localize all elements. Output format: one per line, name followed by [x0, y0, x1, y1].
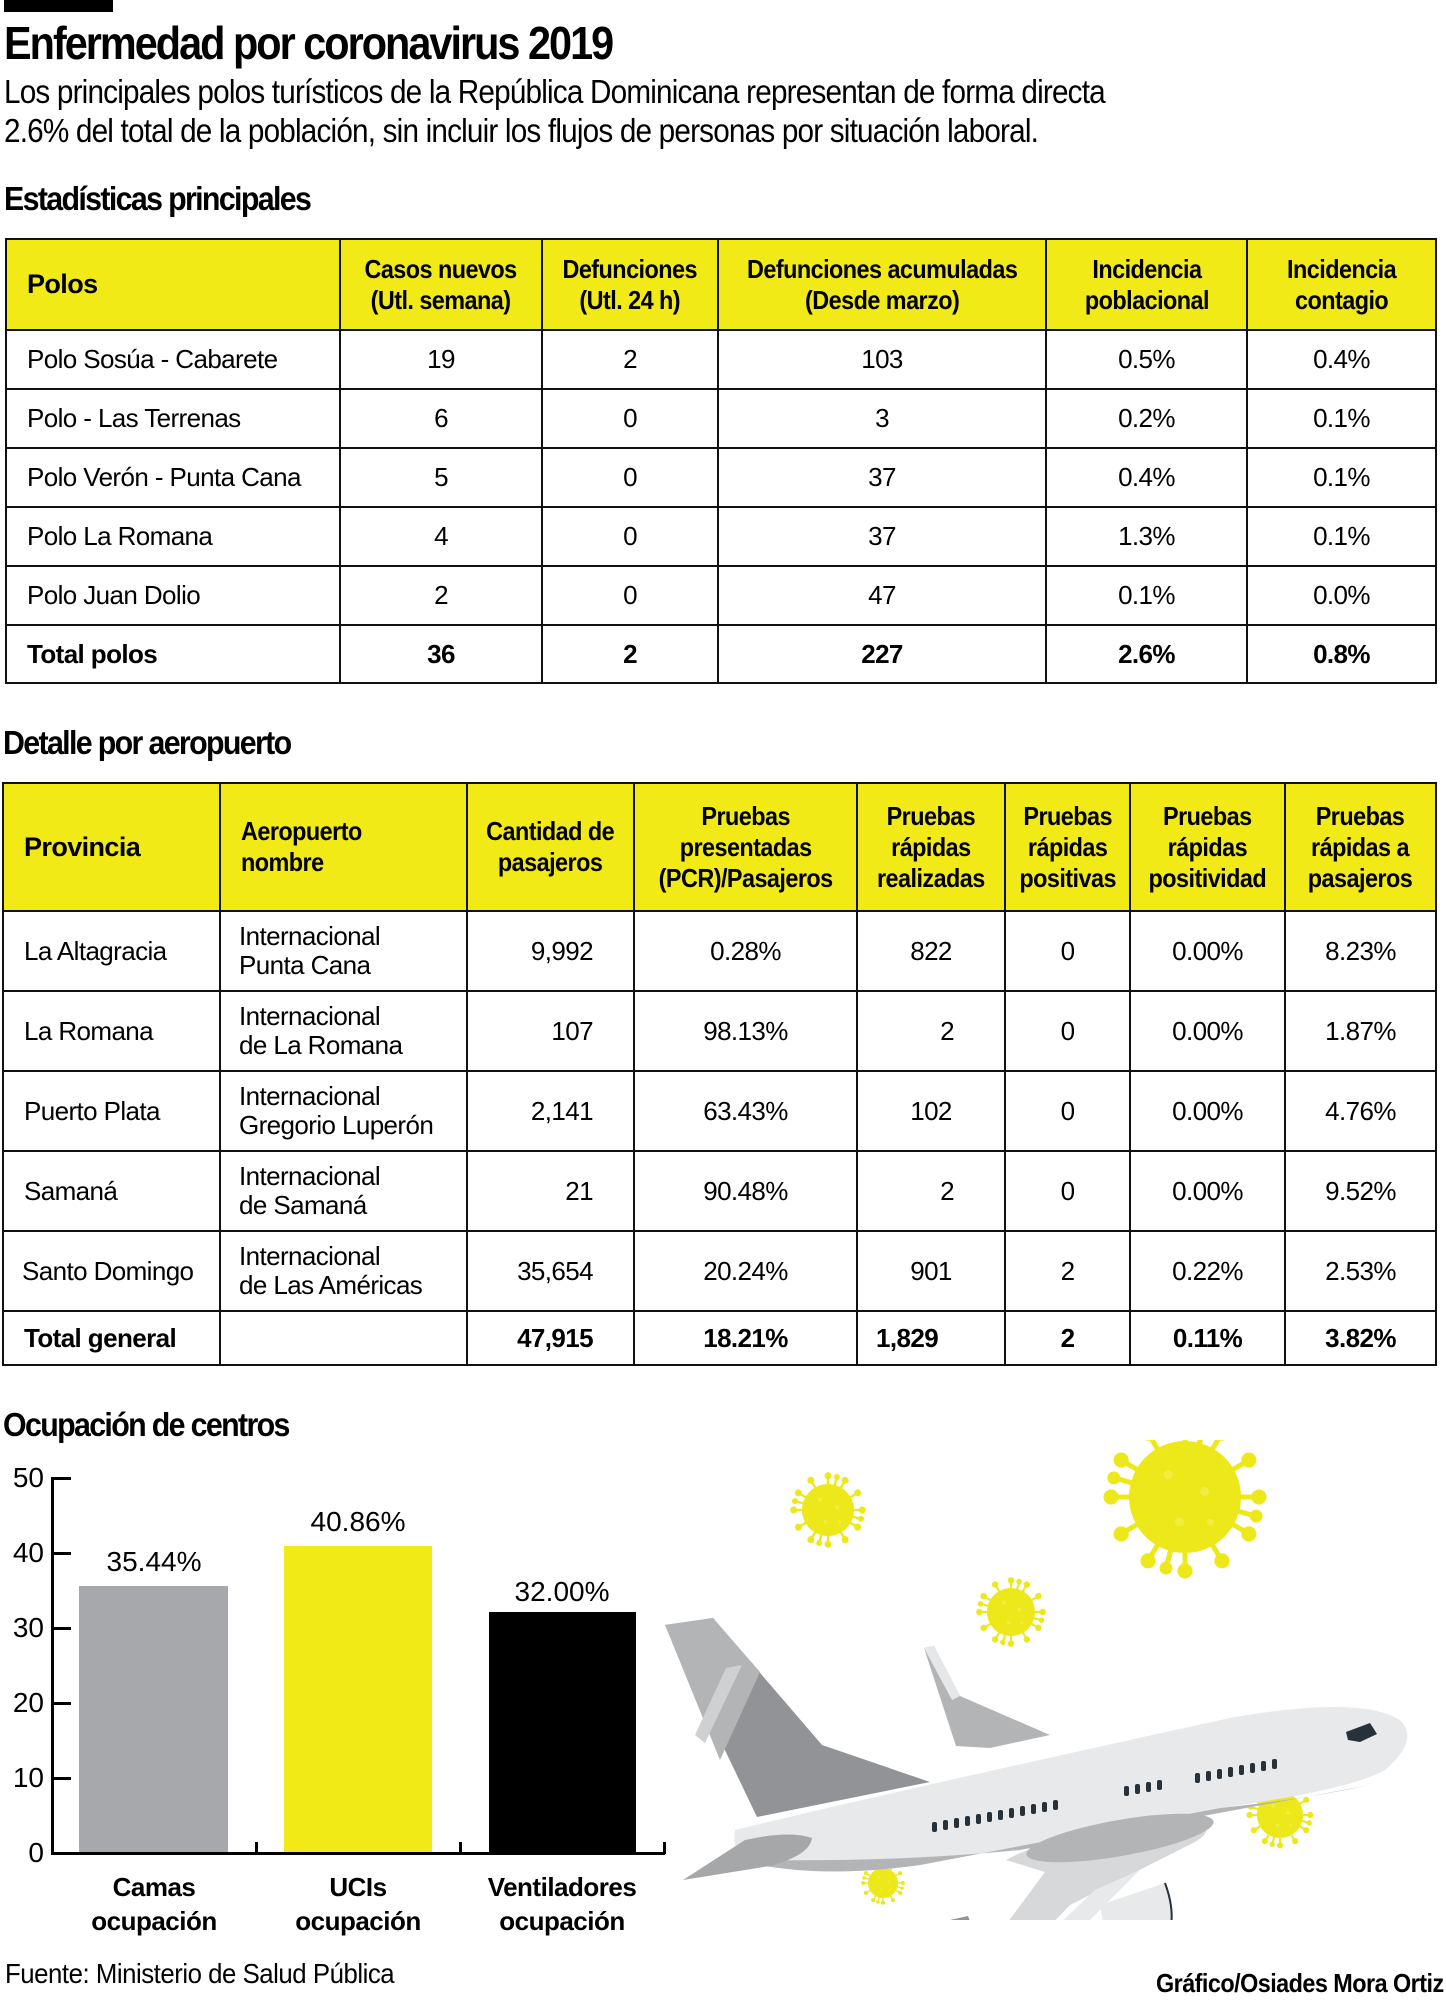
table-row — [3, 911, 1436, 991]
cell-positividad: 0.00% — [1130, 1151, 1285, 1231]
y-tick-label: 0 — [28, 1837, 44, 1868]
category-label-ventiladores: Ventiladores ocupación — [487, 1872, 637, 1936]
page-subtitle — [4, 72, 1327, 150]
col-header-a-pasajeros: Pruebas rápidas a pasajeros — [1285, 783, 1436, 911]
cell-total-positividad: 0.11% — [1130, 1311, 1285, 1365]
section-heading-stats: Estadísticas principales — [4, 180, 311, 217]
cell-polo: Polo Verón - Punta Cana — [6, 448, 340, 507]
cell-total-label: Total general — [3, 1311, 220, 1365]
cell-defunciones: 2 — [542, 330, 718, 389]
cell-total-incidencia-poblacional: 2.6% — [1046, 625, 1247, 683]
y-axis — [51, 1478, 54, 1854]
table-row — [6, 448, 1436, 507]
cell-defunciones-acumuladas: 37 — [718, 448, 1046, 507]
y-tick-label: 10 — [12, 1762, 44, 1793]
airports-table-header — [3, 783, 1436, 911]
cell-incidencia-poblacional: 0.5% — [1046, 330, 1247, 389]
cell-provincia: Samaná — [3, 1151, 220, 1231]
cell-positivas: 0 — [1005, 1071, 1130, 1151]
cell-total-defunciones-acumuladas: 227 — [718, 625, 1046, 683]
col-header-pcr: Pruebas presentadas (PCR)/Pasajeros — [634, 783, 857, 911]
table-row — [6, 566, 1436, 625]
cell-total-aeropuerto — [220, 1311, 467, 1365]
airplane-virus-illustration — [650, 1440, 1446, 1920]
cell-casos-nuevos: 19 — [340, 330, 542, 389]
cell-positivas: 0 — [1005, 991, 1130, 1071]
occupancy-bar-chart — [0, 1440, 700, 1936]
page-title: Enfermedad por coronavirus 2019 — [4, 17, 613, 69]
cell-incidencia-contagio: 0.4% — [1247, 330, 1436, 389]
cell-provincia: Puerto Plata — [3, 1071, 220, 1151]
y-tick — [51, 1627, 71, 1630]
stats-table — [5, 238, 1437, 684]
cell-total-incidencia-contagio: 0.8% — [1247, 625, 1436, 683]
cell-realizadas: 102 — [857, 1071, 1005, 1151]
y-tick-label: 50 — [12, 1462, 44, 1493]
category-label-camas: Camas ocupación — [91, 1872, 217, 1936]
cell-casos-nuevos: 4 — [340, 507, 542, 566]
y-tick-label: 40 — [12, 1537, 44, 1568]
cell-a-pasajeros: 1.87% — [1285, 991, 1436, 1071]
col-header-incidencia-poblacional: Incidencia poblacional — [1046, 239, 1247, 330]
col-header-positividad: Pruebas rápidas positividad — [1130, 783, 1285, 911]
y-tick — [51, 1777, 71, 1780]
cell-positivas: 2 — [1005, 1231, 1130, 1311]
cell-incidencia-contagio: 0.1% — [1247, 389, 1436, 448]
cell-pcr: 63.43% — [634, 1071, 857, 1151]
cell-a-pasajeros: 4.76% — [1285, 1071, 1436, 1151]
cell-positividad: 0.00% — [1130, 911, 1285, 991]
y-tick-label: 20 — [12, 1687, 44, 1718]
cell-total-defunciones: 2 — [542, 625, 718, 683]
source-note: Fuente: Ministerio de Salud Pública — [5, 1958, 395, 1989]
cell-aeropuerto: Internacional de Las Américas — [220, 1231, 467, 1311]
cell-pcr: 98.13% — [634, 991, 857, 1071]
cell-casos-nuevos: 5 — [340, 448, 542, 507]
col-header-aeropuerto: Aeropuerto nombre — [220, 783, 467, 911]
cell-provincia: Santo Domingo — [3, 1231, 220, 1311]
cell-incidencia-poblacional: 0.2% — [1046, 389, 1247, 448]
table-row — [3, 1231, 1436, 1311]
col-header-pasajeros: Cantidad de pasajeros — [467, 783, 634, 911]
cell-aeropuerto: Internacional de La Romana — [220, 991, 467, 1071]
cell-provincia: La Altagracia — [3, 911, 220, 991]
table-total-row — [6, 625, 1436, 683]
table-row — [6, 330, 1436, 389]
col-header-realizadas: Pruebas rápidas realizadas — [857, 783, 1005, 911]
cell-positivas: 0 — [1005, 911, 1130, 991]
x-tick — [255, 1842, 258, 1854]
cell-pasajeros: 107 — [467, 991, 634, 1071]
cell-pasajeros: 2,141 — [467, 1071, 634, 1151]
bar-ucis — [284, 1546, 432, 1852]
cell-a-pasajeros: 8.23% — [1285, 911, 1436, 991]
cell-incidencia-contagio: 0.1% — [1247, 448, 1436, 507]
y-tick — [51, 1477, 71, 1480]
cell-defunciones-acumuladas: 37 — [718, 507, 1046, 566]
cell-defunciones-acumuladas: 47 — [718, 566, 1046, 625]
cell-total-pasajeros: 47,915 — [467, 1311, 634, 1365]
cell-aeropuerto: Internacional Gregorio Luperón — [220, 1071, 467, 1151]
cell-casos-nuevos: 2 — [340, 566, 542, 625]
cell-realizadas: 822 — [857, 911, 1005, 991]
table-row — [6, 389, 1436, 448]
cell-pcr: 0.28% — [634, 911, 857, 991]
cell-incidencia-contagio: 0.0% — [1247, 566, 1436, 625]
airplane-icon — [665, 1618, 1407, 1920]
cell-incidencia-poblacional: 0.4% — [1046, 448, 1247, 507]
airports-table — [2, 782, 1437, 1366]
cell-aeropuerto: Internacional Punta Cana — [220, 911, 467, 991]
cell-realizadas: 901 — [857, 1231, 1005, 1311]
y-tick — [51, 1702, 71, 1705]
stats-table-header — [6, 239, 1436, 330]
cell-casos-nuevos: 6 — [340, 389, 542, 448]
header-accent-bar — [4, 0, 113, 12]
table-row — [6, 507, 1436, 566]
cell-polo: Polo La Romana — [6, 507, 340, 566]
col-header-provincia: Provincia — [3, 783, 220, 911]
coronavirus-icon — [791, 1473, 864, 1546]
cell-realizadas: 2 — [857, 991, 1005, 1071]
bar-ventiladores — [489, 1612, 636, 1852]
coronavirus-icon — [1106, 1440, 1264, 1576]
bar-camas — [79, 1586, 228, 1852]
subtitle-line-2: 2.6% del total de la población, sin incluir los flujos de personas por situación laboral. — [4, 112, 1039, 149]
table-row — [3, 1151, 1436, 1231]
cell-provincia: La Romana — [3, 991, 220, 1071]
cell-total-positivas: 2 — [1005, 1311, 1130, 1365]
cell-pasajeros: 35,654 — [467, 1231, 634, 1311]
cell-incidencia-poblacional: 1.3% — [1046, 507, 1247, 566]
col-header-defunciones: Defunciones (Utl. 24 h) — [542, 239, 718, 330]
cell-total-pcr: 18.21% — [634, 1311, 857, 1365]
cell-total-a-pasajeros: 3.82% — [1285, 1311, 1436, 1365]
section-heading-airports: Detalle por aeropuerto — [3, 724, 291, 761]
cell-polo: Polo - Las Terrenas — [6, 389, 340, 448]
col-header-positivas: Pruebas rápidas positivas — [1005, 783, 1130, 911]
cell-defunciones-acumuladas: 3 — [718, 389, 1046, 448]
x-tick — [459, 1842, 462, 1854]
section-heading-chart: Ocupación de centros — [3, 1406, 289, 1443]
bar-value-ventiladores: 32.00% — [514, 1576, 610, 1607]
subtitle-line-1: Los principales polos turísticos de la República Dominicana representan de forma directa — [4, 73, 1105, 110]
cell-defunciones-acumuladas: 103 — [718, 330, 1046, 389]
bar-value-ucis: 40.86% — [310, 1506, 406, 1537]
cell-realizadas: 2 — [857, 1151, 1005, 1231]
graphic-credit: Gráfico/Osiades Mora Ortiz — [1156, 1968, 1444, 1998]
cell-positividad: 0.00% — [1130, 1071, 1285, 1151]
cell-pasajeros: 21 — [467, 1151, 634, 1231]
col-header-incidencia-contagio: Incidencia contagio — [1247, 239, 1436, 330]
coronavirus-icon — [977, 1578, 1045, 1646]
cell-defunciones: 0 — [542, 566, 718, 625]
cell-defunciones: 0 — [542, 448, 718, 507]
cell-total-casos-nuevos: 36 — [340, 625, 542, 683]
cell-defunciones: 0 — [542, 389, 718, 448]
x-axis — [51, 1852, 665, 1855]
table-total-row — [3, 1311, 1436, 1365]
cell-polo: Polo Sosúa - Cabarete — [6, 330, 340, 389]
col-header-polos: Polos — [6, 239, 340, 330]
cell-aeropuerto: Internacional de Samaná — [220, 1151, 467, 1231]
category-label-ucis: UCIs ocupación — [295, 1872, 421, 1936]
cell-defunciones: 0 — [542, 507, 718, 566]
cell-incidencia-poblacional: 0.1% — [1046, 566, 1247, 625]
cell-total-realizadas: 1,829 — [857, 1311, 1005, 1365]
cell-positividad: 0.00% — [1130, 991, 1285, 1071]
cell-positividad: 0.22% — [1130, 1231, 1285, 1311]
cell-pasajeros: 9,992 — [467, 911, 634, 991]
cell-a-pasajeros: 2.53% — [1285, 1231, 1436, 1311]
bar-value-camas: 35.44% — [106, 1546, 202, 1577]
y-tick-label: 30 — [12, 1612, 44, 1643]
col-header-defunciones-acumuladas: Defunciones acumuladas (Desde marzo) — [718, 239, 1046, 330]
cell-pcr: 20.24% — [634, 1231, 857, 1311]
cell-a-pasajeros: 9.52% — [1285, 1151, 1436, 1231]
cell-incidencia-contagio: 0.1% — [1247, 507, 1436, 566]
table-row — [3, 1071, 1436, 1151]
cell-total-label: Total polos — [6, 625, 340, 683]
col-header-casos-nuevos: Casos nuevos (Utl. semana) — [340, 239, 542, 330]
table-row — [3, 991, 1436, 1071]
cell-polo: Polo Juan Dolio — [6, 566, 340, 625]
cell-positivas: 0 — [1005, 1151, 1130, 1231]
cell-pcr: 90.48% — [634, 1151, 857, 1231]
